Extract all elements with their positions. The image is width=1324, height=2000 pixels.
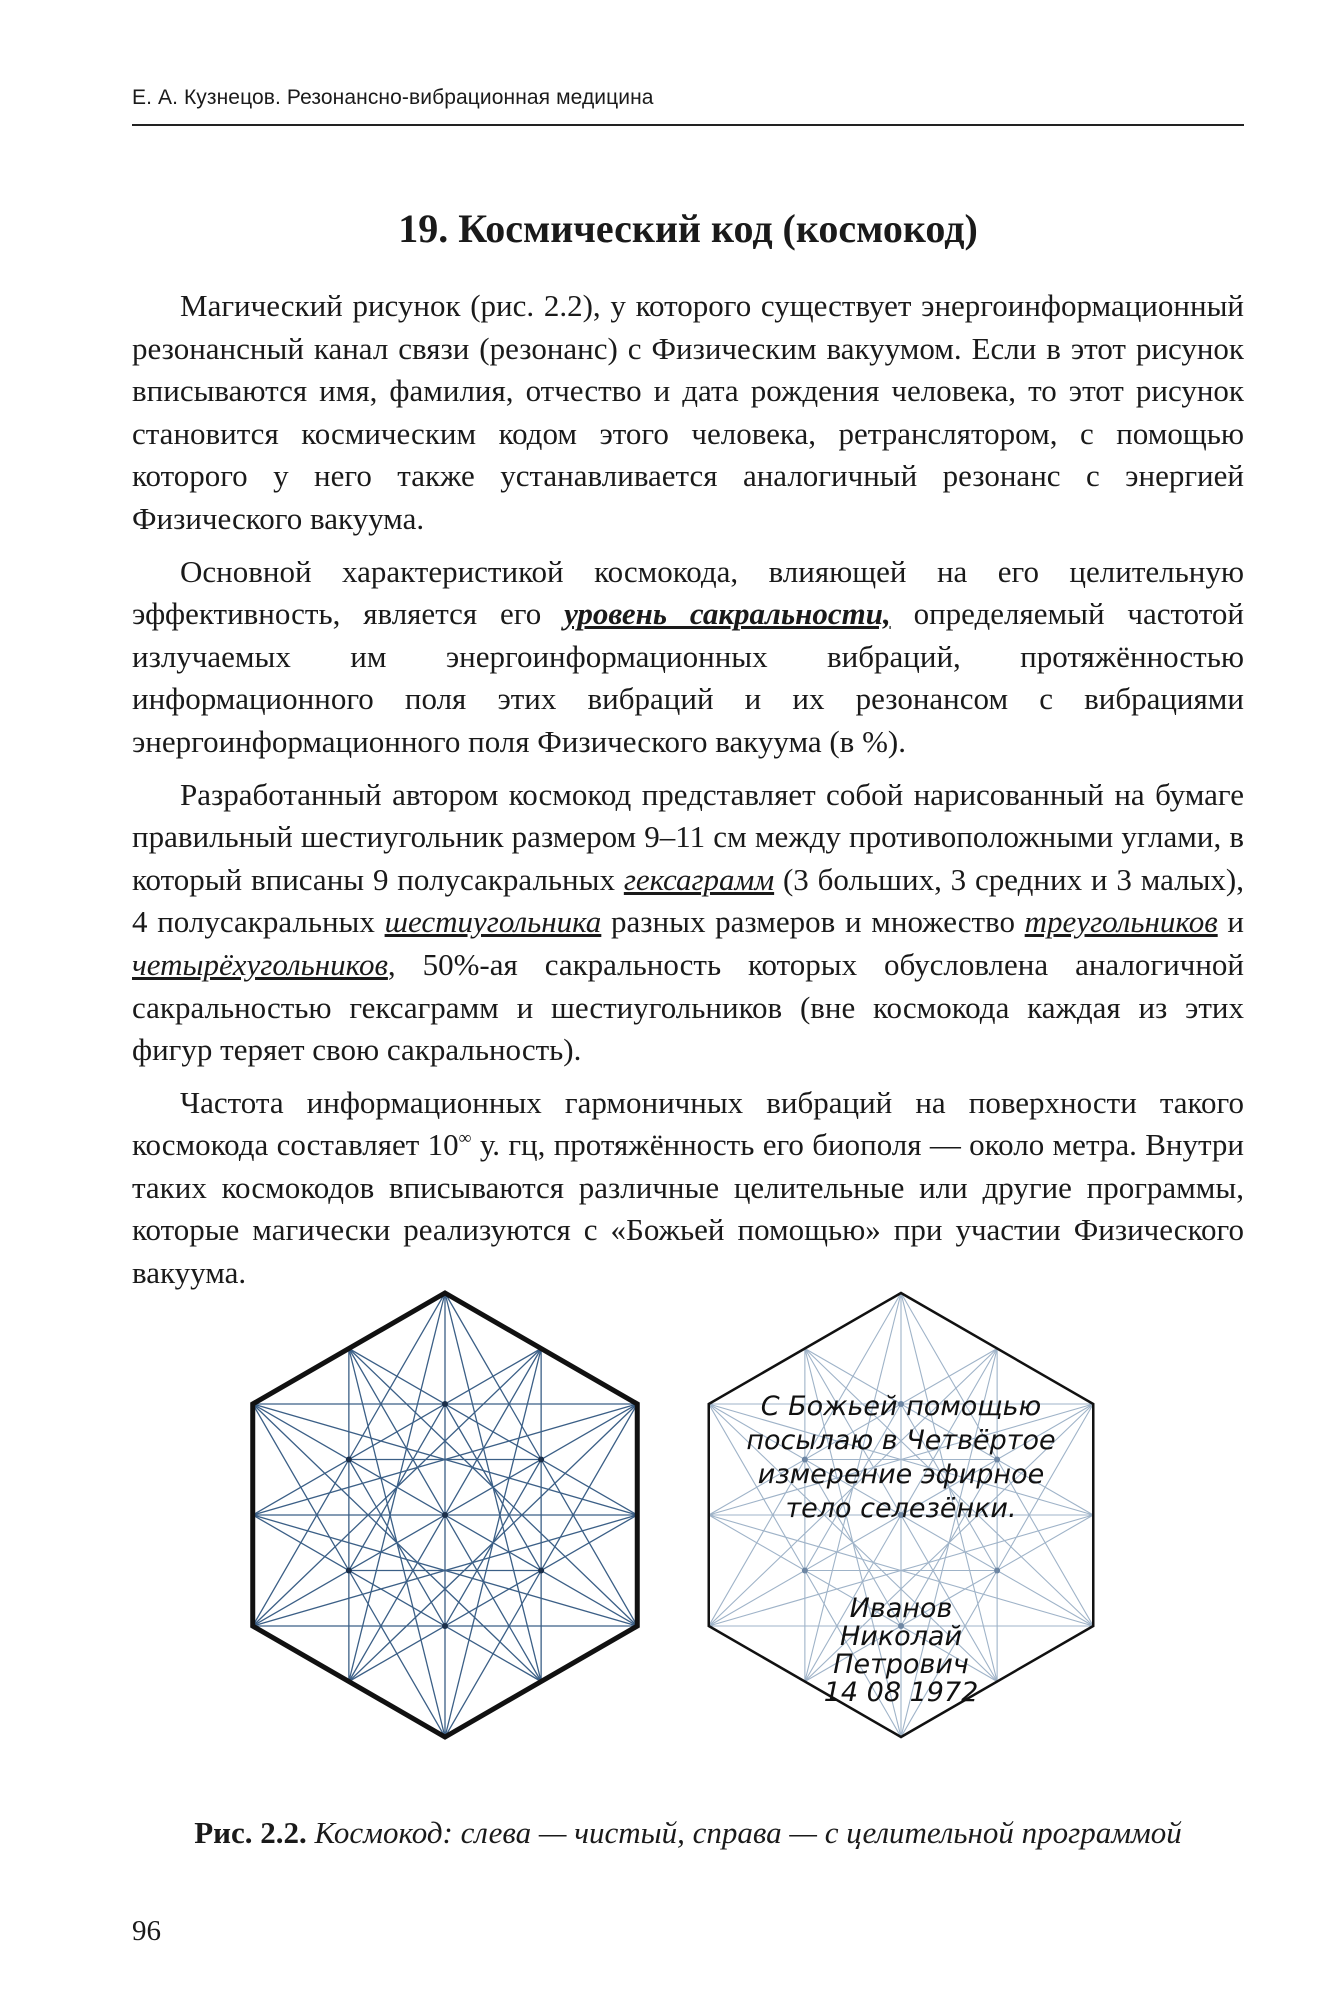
first-name: Николай	[839, 1621, 963, 1652]
node-dot	[538, 1457, 544, 1463]
program-line: тело селезёнки.	[785, 1493, 1017, 1524]
node-dot	[442, 1512, 448, 1518]
node-dot	[442, 1401, 448, 1407]
program-line: измерение эфирное	[757, 1459, 1045, 1490]
patronymic: Петрович	[833, 1649, 969, 1680]
program-line: С Божьей помощью	[760, 1391, 1042, 1422]
page-number: 96	[132, 1915, 161, 1947]
node-dot	[346, 1568, 352, 1574]
running-head: Е. А. Кузнецов. Резонансно-вибрационная медицина	[132, 86, 654, 109]
figure-cosmocode	[230, 1285, 1230, 1745]
node-dot	[442, 1623, 448, 1629]
body-text	[132, 285, 1244, 1305]
paragraph-4: Частота информационных гармоничных вибраций на поверхности такого космокода составляет 10∞ у. гц, протяжённость его биополя — около метра. Внутри таких космокодов вписываются различные целительные или другие программы, которые магически реализуются с «Божьей помощью» при участии Физического вакуума.	[132, 1084, 1244, 1291]
section-title: 19. Космический код (космокод)	[398, 206, 978, 251]
paragraph-2: Основной характеристикой космокода, влияющей на его целительную эффективность, является его уровень сакральности, определяемый частотой излучаемых им энергоинформационных вибраций, протяжённостью информационного поля этих вибраций и их резонансом с вибрациями энергоинформационного поля Физического вакуума (в %).	[132, 553, 1244, 759]
healing-program-text	[706, 1390, 1096, 1526]
program-overlay	[686, 1285, 1116, 1745]
birth-date: 14 08 1972	[823, 1677, 979, 1708]
emphasis-quadrilaterals: четырёхугольников	[132, 946, 388, 982]
emphasis-sacrality-level: уровень сакральности,	[564, 596, 891, 632]
surname: Иванов	[849, 1593, 953, 1624]
cosmocode-clean	[230, 1285, 660, 1745]
emphasis-triangles: треугольников	[1024, 904, 1218, 940]
caption-text: Космокод: слева — чистый, справа — с целительной программой	[306, 1815, 1182, 1850]
header-rule	[132, 124, 1244, 126]
emphasis-hexagrams: гексаграмм	[623, 861, 775, 897]
infinity-superscript: ∞	[458, 1127, 472, 1148]
node-dot	[538, 1568, 544, 1574]
cosmocode-with-program	[686, 1285, 1116, 1745]
emphasis-hexagon: шестиугольника	[384, 904, 602, 940]
paragraph-3: Разработанный автором космокод представляет собой нарисованный на бумаге правильный шестиугольник размером 9–11 см между противоположными углами, в который вписаны 9 полусакральных гексаграмм (3 больших, 3 средних и 3 малых), 4 полусакральных шестиугольника разных размеров и множество треугольников и четырёхугольников, 50%-ая сакральность которых обусловлена аналогичной сакральностью гексаграмм и шестиугольников (вне космокода каждая из этих фигур теряет свою сакральность).	[132, 776, 1245, 1068]
caption-label: Рис. 2.2.	[194, 1815, 307, 1850]
paragraph-1: Магический рисунок (рис. 2.2), у которого существует энергоинформационный резонансный канал связи (резонанс) с Физическим вакуумом. Если в этот рисунок вписываются имя, фамилия, отчество и дата рождения человека, то этот рисунок становится космическим кодом этого человека, ретранслятором, с помощью которого у него также устанавливается аналогичный резонанс с энергией Физического вакуума.	[132, 288, 1244, 536]
figure-caption	[132, 1815, 1244, 1851]
hexagon-grid-clean	[230, 1285, 660, 1745]
program-line: посылаю в Четвёртое	[746, 1425, 1056, 1456]
node-dot	[346, 1457, 352, 1463]
person-name-date	[706, 1595, 1096, 1707]
